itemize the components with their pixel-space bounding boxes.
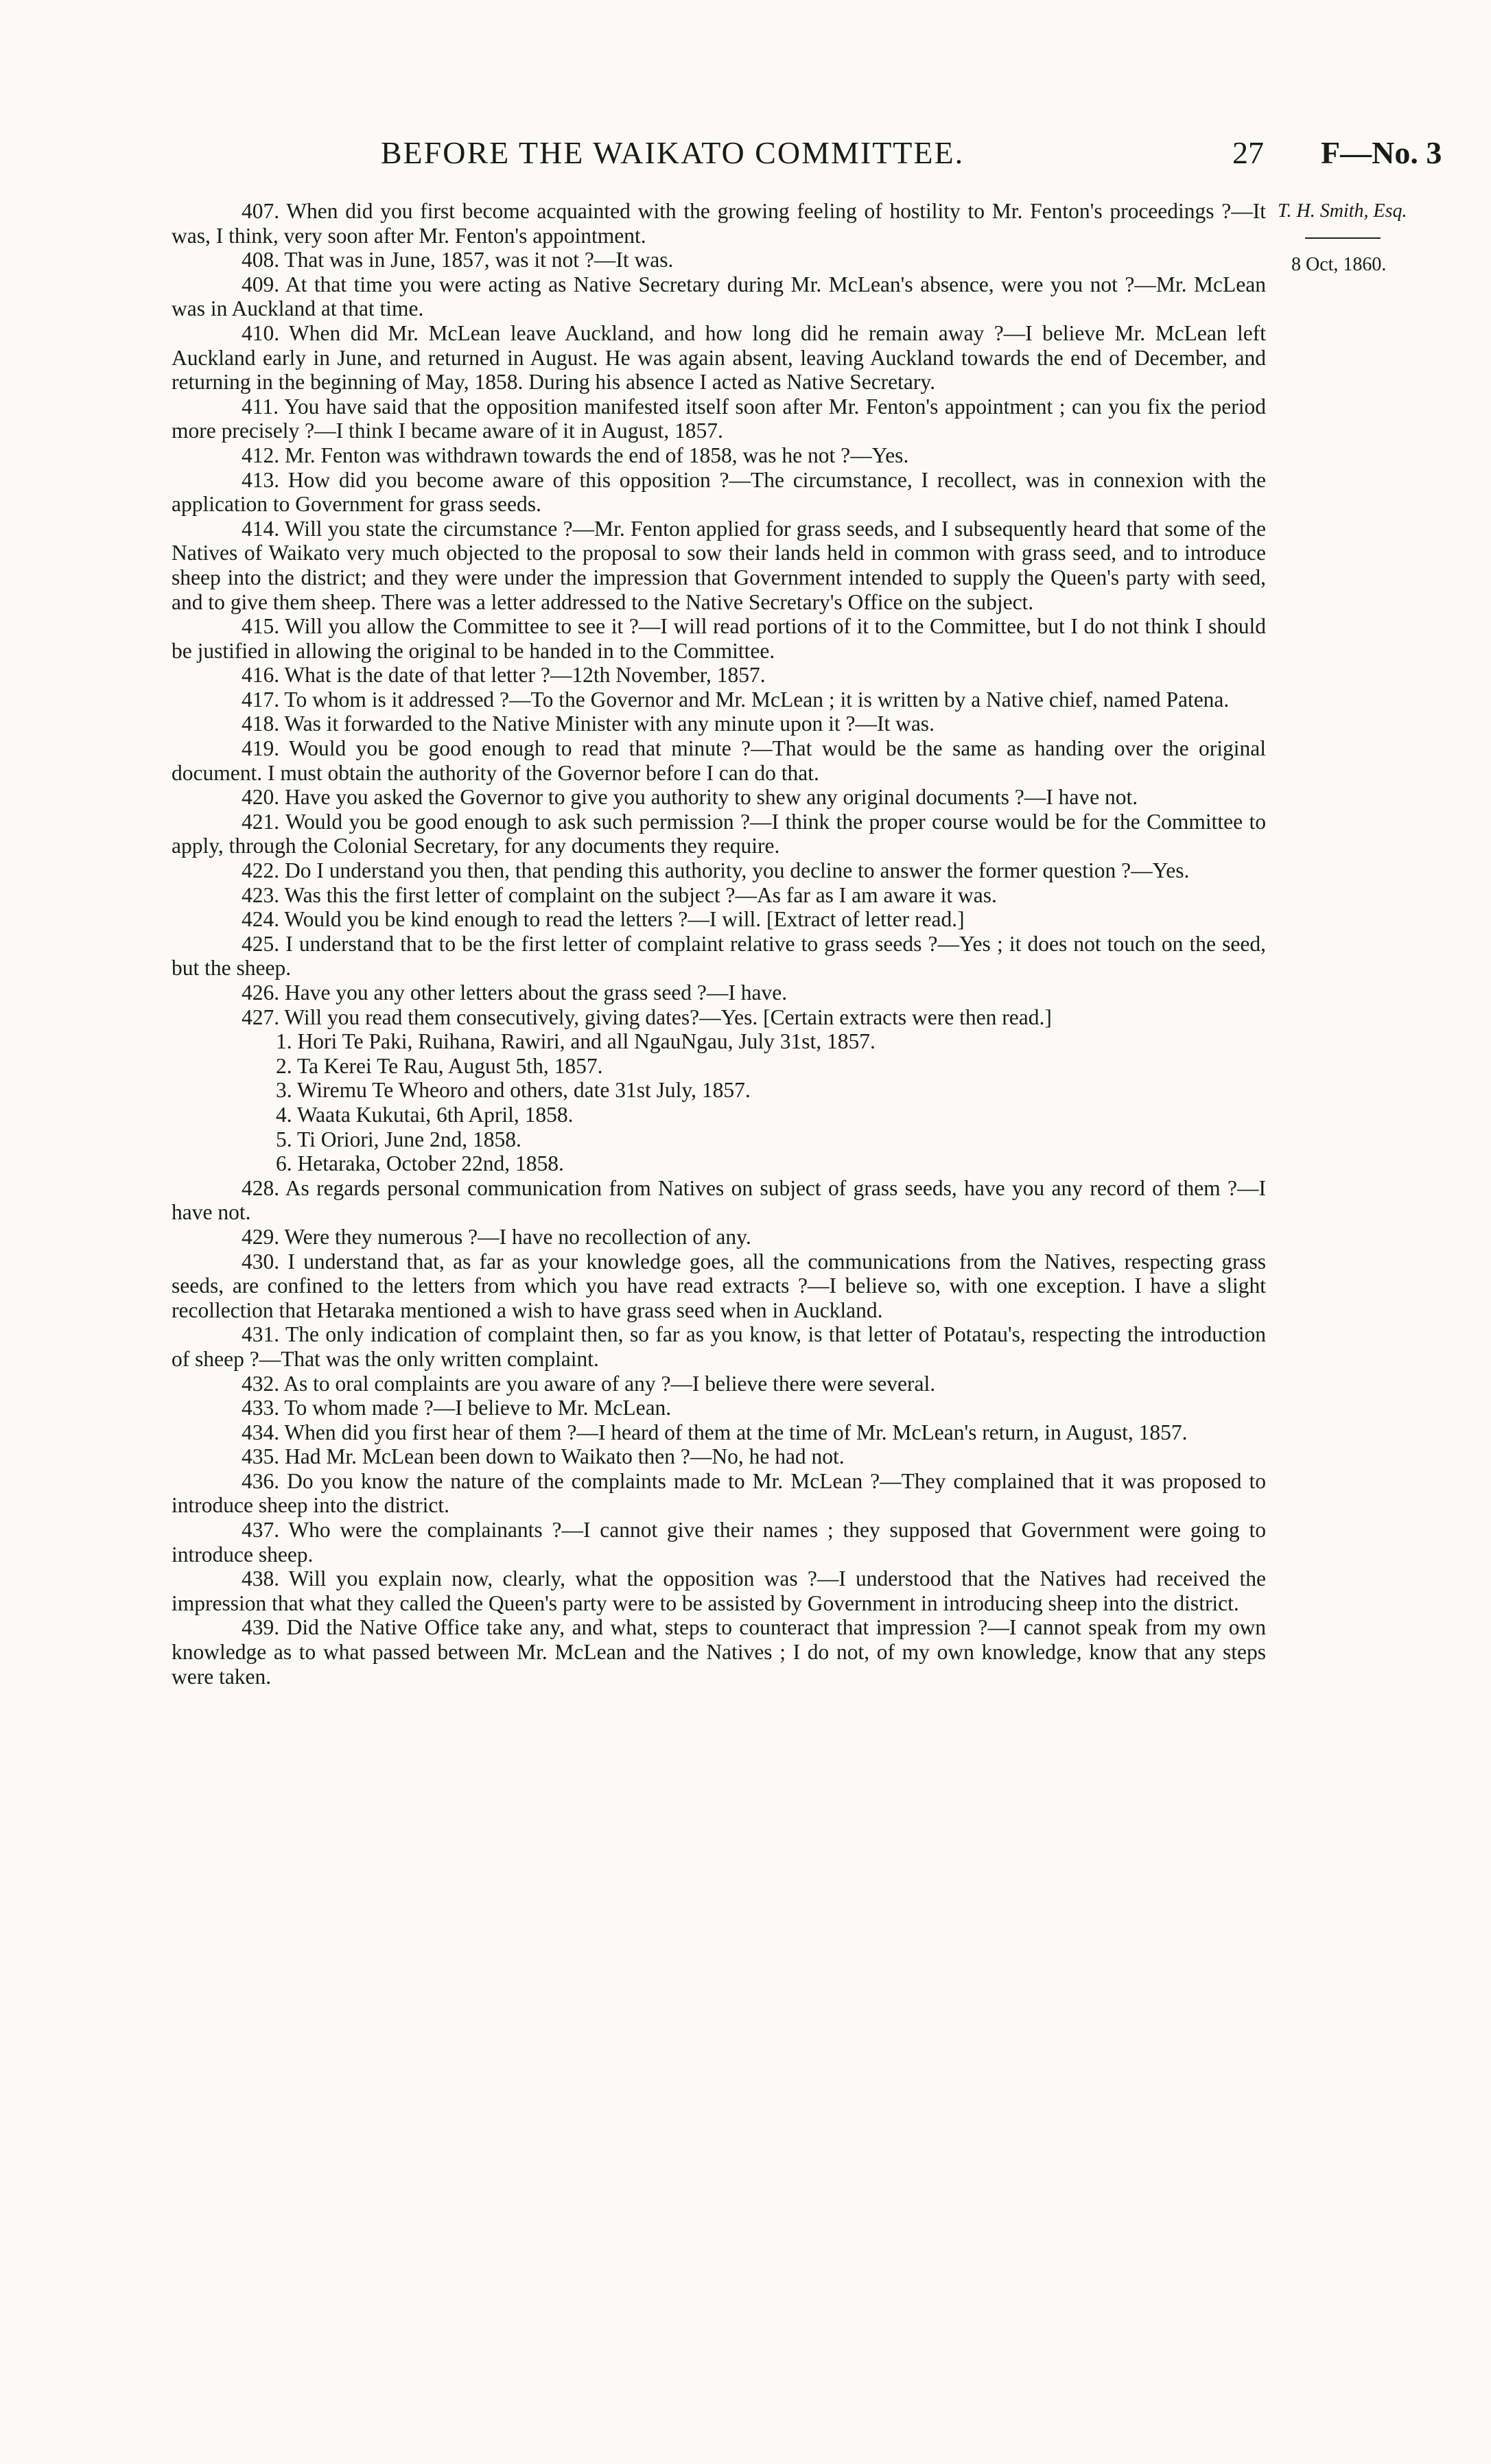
- question-answer: 424. Would you be kind enough to read the letters ?—I will. [Extract of letter read.]: [242, 907, 965, 932]
- question-answer: 409. At that time you were acting as Native Secretary during Mr. McLean's absence, were you not ?—Mr. McLean was in Auckland at that time.: [172, 272, 1266, 321]
- question-answer: 432. As to oral complaints are you aware of any ?—I believe there were several.: [242, 1371, 936, 1396]
- question-answer: 423. Was this the first letter of complaint on the subject ?—As far as I am aware it was.: [242, 882, 997, 907]
- page-number: 27: [1232, 135, 1264, 170]
- document-reference: F—No. 3: [1321, 135, 1442, 170]
- letter-entry: 6. Hetaraka, October 22nd, 1858.: [276, 1151, 564, 1176]
- question-answer: 420. Have you asked the Governor to give you authority to shew any original documents ?—I have not.: [242, 785, 1138, 810]
- letter-entry: 5. Ti Oriori, June 2nd, 1858.: [276, 1127, 521, 1151]
- question-answer: 411. You have said that the opposition manifested itself soon after Mr. Fenton's appointment ; can you fix the period more precisely ?—I think I became aware of it in August, 1857.: [172, 394, 1266, 443]
- margin-note: [1278, 200, 1408, 276]
- questions-428-439: [172, 1176, 1266, 1689]
- question-answer: 431. The only indication of complaint then, so far as you know, is that letter of Potatau's, respecting the introduction of sheep ?—That was the only written complaint.: [172, 1322, 1266, 1371]
- question-answer: 425. I understand that to be the first letter of complaint relative to grass seeds ?—Yes ; it does not touch on the seed, but the sheep.: [172, 931, 1266, 981]
- question-answer: 428. As regards personal communication from Natives on subject of grass seeds, have you any record of them ?—I have not.: [172, 1175, 1266, 1225]
- question-answer: 422. Do I understand you then, that pending this authority, you decline to answer the former question ?—Yes.: [242, 858, 1190, 883]
- question-answer: 418. Was it forwarded to the Native Minister with any minute upon it ?—It was.: [242, 712, 935, 736]
- hearing-date: 8 Oct, 1860.: [1291, 254, 1387, 275]
- question-answer: 414. Will you state the circumstance ?—Mr. Fenton applied for grass seeds, and I subsequently heard that some of the Natives of Waikato very much objected to the proposal to sow their lands held in common with grass seed, and to introduce sheep into the district; and they were under the impression that Government intended to supply the Queen's party with seed, and to give them sheep. There was a letter addressed to the Native Secretary's Office on the subject.: [172, 516, 1266, 614]
- question-answer: 435. Had Mr. McLean been down to Waikato then ?—No, he had not.: [242, 1444, 845, 1469]
- question-answer: 439. Did the Native Office take any, and what, steps to counteract that impression ?—I cannot speak from my own knowledge as to what passed between Mr. McLean and the Natives ; I do not, of my own knowledge, know that any steps were taken.: [172, 1615, 1266, 1689]
- question-answer: 433. To whom made ?—I believe to Mr. McLean.: [242, 1396, 672, 1420]
- question-answer: 407. When did you first become acquainted with the growing feeling of hostility to Mr. Fenton's proceedings ?—It was, I think, very soon after Mr. Fenton's appointment.: [172, 199, 1266, 248]
- page-title: BEFORE THE WAIKATO COMMITTEE.: [380, 135, 965, 170]
- letter-entry: 4. Waata Kukutai, 6th April, 1858.: [276, 1102, 574, 1127]
- question-answer: 417. To whom is it addressed ?—To the Governor and Mr. McLean ; it is written by a Native chief, named Patena.: [242, 687, 1230, 712]
- question-answer: 438. Will you explain now, clearly, what the opposition was ?—I understood that the Natives had received the impression that what they called the Queen's party were to be assisted by Government in introducing sheep into the district.: [172, 1567, 1266, 1615]
- question-answer: 410. When did Mr. McLean leave Auckland, and how long did he remain away ?—I believe Mr. McLean left Auckland early in June, and returned in August. He was again absent, leaving Auckland towards the end of December, and returning in the beginning of May, 1858. During his absence I acted as Native Secretary.: [172, 320, 1266, 395]
- question-answer: 413. How did you become aware of this opposition ?—The circumstance, I recollect, was in connexion with the application to Government for grass seeds.: [172, 467, 1266, 517]
- witness-name: T. H. Smith, Esq.: [1278, 200, 1407, 222]
- question-answer: 429. Were they numerous ?—I have no recollection of any.: [242, 1224, 751, 1249]
- question-answer: 436. Do you know the nature of the complaints made to Mr. McLean ?—They complained that it was proposed to introduce sheep into the district.: [172, 1468, 1266, 1518]
- question-answer: 416. What is the date of that letter ?—12th November, 1857.: [242, 663, 766, 688]
- question-answer: 419. Would you be good enough to read that minute ?—That would be the same as handing over the original document. I must obtain the authority of the Governor before I can do that.: [172, 736, 1266, 785]
- letter-entry: 2. Ta Kerei Te Rau, August 5th, 1857.: [276, 1053, 603, 1078]
- margin-rule: [1305, 237, 1381, 239]
- page-header: [0, 134, 1491, 176]
- question-answer: 426. Have you any other letters about the grass seed ?—I have.: [242, 981, 788, 1005]
- question-answer: 437. Who were the complainants ?—I cannot give their names ; they supposed that Government were going to introduce sheep.: [172, 1518, 1266, 1567]
- questions-407-427: [172, 199, 1266, 1029]
- question-answer: 408. That was in June, 1857, was it not ?—It was.: [242, 248, 674, 272]
- letter-entry: 3. Wiremu Te Wheoro and others, date 31st July, 1857.: [276, 1078, 751, 1103]
- letter-entry: 1. Hori Te Paki, Ruihana, Rawiri, and all NgauNgau, July 31st, 1857.: [276, 1029, 876, 1054]
- question-answer: 430. I understand that, as far as your knowledge goes, all the communications from the Natives, respecting grass seeds, are confined to the letters from which you have read extracts ?—I believe so, with one exception. I have a slight recollection that Hetaraka mentioned a wish to have grass seed when in Auckland.: [172, 1249, 1266, 1322]
- question-answer: 412. Mr. Fenton was withdrawn towards the end of 1858, was he not ?—Yes.: [242, 443, 909, 467]
- letters-list: [172, 1029, 1266, 1176]
- question-answer: 421. Would you be good enough to ask such permission ?—I think the proper course would be for the Committee to apply, through the Colonial Secretary, for any documents they require.: [172, 809, 1266, 858]
- question-answer: 415. Will you allow the Committee to see it ?—I will read portions of it to the Committee, but I do not think I should be justified in allowing the original to be handed in to the Committee.: [172, 614, 1266, 663]
- testimony-body: [172, 199, 1266, 1689]
- question-answer: 434. When did you first hear of them ?—I heard of them at the time of Mr. McLean's return, in August, 1857.: [242, 1420, 1188, 1444]
- question-answer: 427. Will you read them consecutively, giving dates?—Yes. [Certain extracts were then read.]: [242, 1005, 1052, 1029]
